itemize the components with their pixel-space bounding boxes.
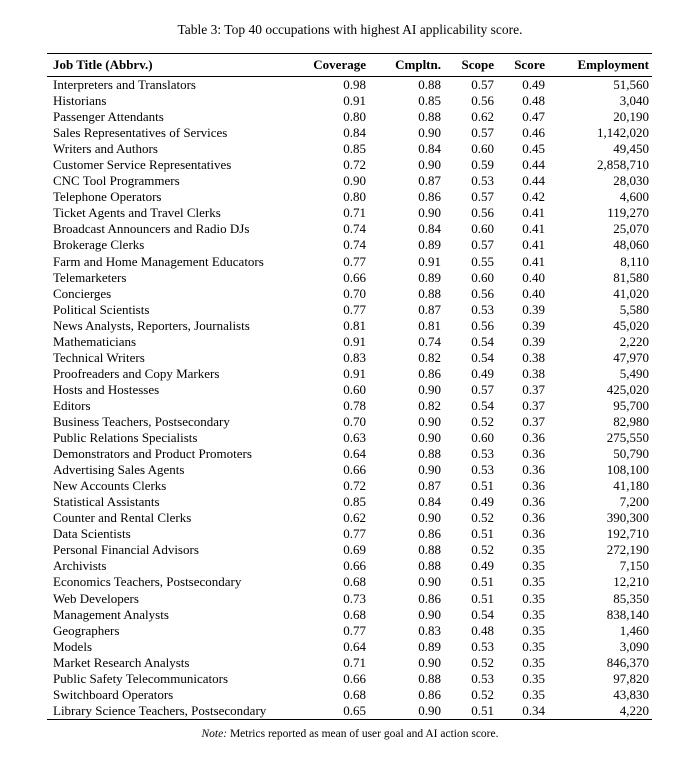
job-title-cell: Ticket Agents and Travel Clerks: [53, 205, 221, 221]
value-cell: 0.35: [522, 686, 545, 702]
value-cell: 108,100: [606, 462, 649, 478]
value-cell: 0.35: [522, 622, 545, 638]
value-cell: 0.39: [522, 333, 545, 349]
value-cell: 0.52: [471, 510, 494, 526]
job-title-cell: Personal Financial Advisors: [53, 542, 199, 558]
table-row: [47, 462, 652, 478]
table-row: [47, 607, 652, 623]
value-cell: 192,710: [606, 526, 649, 542]
value-cell: 0.88: [418, 670, 441, 686]
job-title-cell: Technical Writers: [53, 349, 145, 365]
job-title-cell: Economics Teachers, Postsecondary: [53, 574, 242, 590]
value-cell: 0.53: [471, 173, 494, 189]
value-cell: 838,140: [606, 606, 649, 622]
value-cell: 20,190: [613, 109, 649, 125]
value-cell: 0.91: [343, 93, 366, 109]
value-cell: 0.65: [343, 702, 366, 718]
value-cell: 0.85: [418, 93, 441, 109]
value-cell: 0.51: [471, 590, 494, 606]
value-cell: 97,820: [613, 670, 649, 686]
value-cell: 48,060: [613, 237, 649, 253]
value-cell: 0.66: [343, 558, 366, 574]
column-header-cmpltn: Cmpltn.: [395, 57, 441, 72]
value-cell: 0.90: [418, 654, 441, 670]
value-cell: 425,020: [606, 381, 649, 397]
table-row: [47, 558, 652, 574]
value-cell: 0.53: [471, 638, 494, 654]
job-title-cell: Historians: [53, 93, 107, 109]
table-row: [47, 671, 652, 687]
value-cell: 0.86: [418, 189, 441, 205]
job-title-cell: Public Safety Telecommunicators: [53, 670, 229, 686]
value-cell: 0.45: [522, 141, 545, 157]
column-header-coverage: Coverage: [313, 57, 366, 72]
job-title-cell: Library Science Teachers, Postsecondary: [53, 702, 267, 718]
job-title-cell: Writers and Authors: [53, 141, 158, 157]
value-cell: 0.84: [418, 141, 441, 157]
value-cell: 0.38: [522, 349, 545, 365]
table-row: [47, 366, 652, 382]
value-cell: 3,090: [619, 638, 649, 654]
value-cell: 0.70: [343, 285, 366, 301]
table-row: [47, 93, 652, 109]
table-row: [47, 205, 652, 221]
value-cell: 0.36: [522, 494, 545, 510]
job-title-cell: Counter and Rental Clerks: [53, 510, 192, 526]
value-cell: 0.88: [418, 77, 441, 92]
table-row: [47, 382, 652, 398]
job-title-cell: News Analysts, Reporters, Journalists: [53, 317, 250, 333]
table-row: [47, 639, 652, 655]
job-title-cell: Web Developers: [53, 590, 139, 606]
table-row: [47, 703, 652, 720]
value-cell: 0.88: [418, 109, 441, 125]
value-cell: 0.68: [343, 574, 366, 590]
value-cell: 0.71: [343, 654, 366, 670]
value-cell: 0.90: [418, 574, 441, 590]
value-cell: 0.88: [418, 446, 441, 462]
table-row: [47, 77, 652, 94]
table-row: [47, 302, 652, 318]
table-row: [47, 623, 652, 639]
value-cell: 0.60: [471, 141, 494, 157]
table-row: [47, 398, 652, 414]
value-cell: 28,030: [613, 173, 649, 189]
job-title-cell: Farm and Home Management Educators: [53, 253, 264, 269]
value-cell: 0.38: [522, 365, 545, 381]
table-row: [47, 270, 652, 286]
value-cell: 0.49: [471, 365, 494, 381]
column-header-job-title: Job Title (Abbrv.): [53, 57, 153, 72]
table-row: [47, 350, 652, 366]
job-title-cell: Management Analysts: [53, 606, 169, 622]
table-row: [47, 254, 652, 270]
table-caption: Table 3: Top 40 occupations with highest AI applicability score.: [177, 22, 523, 37]
table-row: [47, 655, 652, 671]
value-cell: 0.68: [343, 686, 366, 702]
column-header-score: Score: [514, 57, 545, 72]
job-title-cell: Telephone Operators: [53, 189, 162, 205]
value-cell: 0.88: [418, 542, 441, 558]
value-cell: 0.56: [471, 285, 494, 301]
value-cell: 0.35: [522, 542, 545, 558]
value-cell: 0.90: [418, 606, 441, 622]
table-body: [47, 77, 652, 720]
value-cell: 0.53: [471, 446, 494, 462]
value-cell: 2,220: [619, 333, 649, 349]
value-cell: 0.91: [343, 365, 366, 381]
job-title-cell: Interpreters and Translators: [53, 77, 196, 92]
value-cell: 41,020: [613, 285, 649, 301]
value-cell: 0.66: [343, 269, 366, 285]
value-cell: 0.57: [471, 189, 494, 205]
value-cell: 0.41: [522, 205, 545, 221]
job-title-cell: Proofreaders and Copy Markers: [53, 365, 220, 381]
value-cell: 0.54: [471, 397, 494, 413]
table-row: [47, 173, 652, 189]
value-cell: 0.86: [418, 686, 441, 702]
value-cell: 846,370: [606, 654, 649, 670]
value-cell: 0.71: [343, 205, 366, 221]
table-footnote: [0, 727, 700, 741]
table-row: [47, 109, 652, 125]
value-cell: 0.62: [471, 109, 494, 125]
value-cell: 0.35: [522, 638, 545, 654]
job-title-cell: Geographers: [53, 622, 120, 638]
value-cell: 0.90: [418, 157, 441, 173]
value-cell: 0.39: [522, 301, 545, 317]
value-cell: 0.84: [418, 494, 441, 510]
value-cell: 0.87: [418, 173, 441, 189]
value-cell: 0.90: [418, 462, 441, 478]
value-cell: 0.49: [471, 558, 494, 574]
value-cell: 2,858,710: [597, 157, 649, 173]
value-cell: 0.87: [418, 301, 441, 317]
table-row: [47, 141, 652, 157]
value-cell: 0.40: [522, 285, 545, 301]
column-header-employment: Employment: [577, 57, 649, 72]
value-cell: 0.72: [343, 478, 366, 494]
table-row: [47, 125, 652, 141]
job-title-cell: Advertising Sales Agents: [53, 462, 185, 478]
value-cell: 0.56: [471, 205, 494, 221]
value-cell: 0.60: [471, 430, 494, 446]
value-cell: 0.64: [343, 446, 366, 462]
value-cell: 0.44: [522, 157, 545, 173]
value-cell: 0.53: [471, 462, 494, 478]
value-cell: 0.90: [343, 173, 366, 189]
job-title-cell: Data Scientists: [53, 526, 131, 542]
value-cell: 0.85: [343, 494, 366, 510]
value-cell: 0.62: [343, 510, 366, 526]
value-cell: 0.52: [471, 686, 494, 702]
table-row: [47, 221, 652, 237]
value-cell: 7,200: [619, 494, 649, 510]
value-cell: 0.85: [343, 141, 366, 157]
value-cell: 49,450: [613, 141, 649, 157]
job-title-cell: CNC Tool Programmers: [53, 173, 180, 189]
job-title-cell: Brokerage Clerks: [53, 237, 145, 253]
value-cell: 0.82: [418, 397, 441, 413]
value-cell: 0.87: [418, 478, 441, 494]
value-cell: 0.52: [471, 413, 494, 429]
value-cell: 0.64: [343, 638, 366, 654]
value-cell: 41,180: [613, 478, 649, 494]
value-cell: 0.66: [343, 670, 366, 686]
job-title-cell: Public Relations Specialists: [53, 430, 198, 446]
value-cell: 0.55: [471, 253, 494, 269]
value-cell: 4,600: [619, 189, 649, 205]
value-cell: 0.88: [418, 285, 441, 301]
value-cell: 0.90: [418, 205, 441, 221]
value-cell: 0.74: [343, 237, 366, 253]
value-cell: 0.35: [522, 590, 545, 606]
job-title-cell: Business Teachers, Postsecondary: [53, 413, 230, 429]
value-cell: 0.70: [343, 413, 366, 429]
value-cell: 0.60: [471, 221, 494, 237]
value-cell: 0.90: [418, 430, 441, 446]
value-cell: 0.88: [418, 558, 441, 574]
job-title-cell: Demonstrators and Product Promoters: [53, 446, 252, 462]
value-cell: 390,300: [606, 510, 649, 526]
value-cell: 0.59: [471, 157, 494, 173]
job-title-cell: Models: [53, 638, 92, 654]
job-title-cell: Concierges: [53, 285, 112, 301]
value-cell: 0.91: [418, 253, 441, 269]
value-cell: 0.77: [343, 622, 366, 638]
value-cell: 7,150: [619, 558, 649, 574]
value-cell: 25,070: [613, 221, 649, 237]
value-cell: 0.47: [522, 109, 545, 125]
column-header-scope: Scope: [461, 57, 494, 72]
value-cell: 0.57: [471, 237, 494, 253]
job-title-cell: Telemarketers: [53, 269, 127, 285]
table-row: [47, 189, 652, 205]
value-cell: 85,350: [613, 590, 649, 606]
value-cell: 82,980: [613, 413, 649, 429]
value-cell: 51,560: [613, 77, 649, 92]
value-cell: 0.90: [418, 510, 441, 526]
value-cell: 0.89: [418, 237, 441, 253]
value-cell: 0.42: [522, 189, 545, 205]
table-row: [47, 687, 652, 703]
value-cell: 0.52: [471, 654, 494, 670]
value-cell: 47,970: [613, 349, 649, 365]
value-cell: 0.68: [343, 606, 366, 622]
value-cell: 0.51: [471, 702, 494, 718]
value-cell: 0.41: [522, 221, 545, 237]
value-cell: 0.83: [343, 349, 366, 365]
value-cell: 0.35: [522, 654, 545, 670]
value-cell: 0.72: [343, 157, 366, 173]
table-row: [47, 446, 652, 462]
value-cell: 0.36: [522, 510, 545, 526]
value-cell: 0.52: [471, 542, 494, 558]
value-cell: 0.36: [522, 430, 545, 446]
table-row: [47, 157, 652, 173]
footnote-label: Note:: [201, 727, 228, 740]
value-cell: 0.81: [343, 317, 366, 333]
value-cell: 0.57: [471, 77, 494, 92]
value-cell: 272,190: [606, 542, 649, 558]
value-cell: 0.54: [471, 349, 494, 365]
footnote-text: Metrics reported as mean of user goal and AI action score.: [227, 727, 499, 740]
value-cell: 275,550: [606, 430, 649, 446]
value-cell: 0.46: [522, 125, 545, 141]
table-header: [47, 54, 652, 77]
value-cell: 45,020: [613, 317, 649, 333]
value-cell: 0.90: [418, 381, 441, 397]
value-cell: 0.54: [471, 333, 494, 349]
value-cell: 0.44: [522, 173, 545, 189]
value-cell: 0.77: [343, 253, 366, 269]
value-cell: 0.37: [522, 413, 545, 429]
value-cell: 0.81: [418, 317, 441, 333]
value-cell: 0.35: [522, 574, 545, 590]
job-title-cell: Market Research Analysts: [53, 654, 190, 670]
value-cell: 0.86: [418, 365, 441, 381]
value-cell: 0.74: [343, 221, 366, 237]
value-cell: 0.60: [343, 381, 366, 397]
value-cell: 0.51: [471, 526, 494, 542]
job-title-cell: Editors: [53, 397, 91, 413]
value-cell: 1,142,020: [597, 125, 649, 141]
value-cell: 5,580: [619, 301, 649, 317]
value-cell: 0.39: [522, 317, 545, 333]
value-cell: 0.36: [522, 462, 545, 478]
table-row: [47, 591, 652, 607]
value-cell: 0.36: [522, 446, 545, 462]
value-cell: 0.91: [343, 333, 366, 349]
value-cell: 50,790: [613, 446, 649, 462]
job-title-cell: Passenger Attendants: [53, 109, 164, 125]
job-title-cell: Hosts and Hostesses: [53, 381, 160, 397]
value-cell: 0.90: [418, 413, 441, 429]
value-cell: 0.51: [471, 574, 494, 590]
value-cell: 0.89: [418, 269, 441, 285]
value-cell: 0.56: [471, 93, 494, 109]
value-cell: 12,210: [613, 574, 649, 590]
job-title-cell: New Accounts Clerks: [53, 478, 167, 494]
value-cell: 0.35: [522, 606, 545, 622]
value-cell: 0.86: [418, 526, 441, 542]
job-title-cell: Customer Service Representatives: [53, 157, 232, 173]
value-cell: 0.35: [522, 670, 545, 686]
table-row: [47, 430, 652, 446]
value-cell: 0.53: [471, 301, 494, 317]
value-cell: 8,110: [620, 253, 649, 269]
value-cell: 0.51: [471, 478, 494, 494]
value-cell: 0.80: [343, 189, 366, 205]
value-cell: 5,490: [619, 365, 649, 381]
job-title-cell: Sales Representatives of Services: [53, 125, 228, 141]
value-cell: 95,700: [613, 397, 649, 413]
value-cell: 0.36: [522, 478, 545, 494]
table-row: [47, 574, 652, 590]
job-title-cell: Archivists: [53, 558, 107, 574]
value-cell: 4,220: [619, 702, 649, 718]
job-title-cell: Mathematicians: [53, 333, 137, 349]
value-cell: 0.77: [343, 526, 366, 542]
value-cell: 0.73: [343, 590, 366, 606]
value-cell: 0.89: [418, 638, 441, 654]
value-cell: 0.80: [343, 109, 366, 125]
value-cell: 119,270: [607, 205, 649, 221]
occupations-table: [47, 53, 652, 720]
value-cell: 0.60: [471, 269, 494, 285]
value-cell: 0.48: [471, 622, 494, 638]
value-cell: 0.78: [343, 397, 366, 413]
value-cell: 0.90: [418, 702, 441, 718]
table-row: [47, 286, 652, 302]
table-row: [47, 542, 652, 558]
value-cell: 0.90: [418, 125, 441, 141]
table-row: [47, 334, 652, 350]
value-cell: 0.56: [471, 317, 494, 333]
table-row: [47, 414, 652, 430]
value-cell: 0.48: [522, 93, 545, 109]
value-cell: 0.57: [471, 125, 494, 141]
value-cell: 0.57: [471, 381, 494, 397]
value-cell: 0.69: [343, 542, 366, 558]
value-cell: 0.84: [418, 221, 441, 237]
value-cell: 0.77: [343, 301, 366, 317]
table-row: [47, 494, 652, 510]
value-cell: 0.84: [343, 125, 366, 141]
job-title-cell: Statistical Assistants: [53, 494, 160, 510]
value-cell: 0.37: [522, 381, 545, 397]
value-cell: 0.34: [522, 702, 545, 718]
value-cell: 0.49: [522, 77, 545, 92]
table-row: [47, 318, 652, 334]
value-cell: 0.40: [522, 269, 545, 285]
value-cell: 0.98: [343, 77, 366, 92]
value-cell: 0.41: [522, 253, 545, 269]
job-title-cell: Broadcast Announcers and Radio DJs: [53, 221, 250, 237]
value-cell: 0.36: [522, 526, 545, 542]
value-cell: 0.35: [522, 558, 545, 574]
value-cell: 0.37: [522, 397, 545, 413]
value-cell: 0.74: [418, 333, 441, 349]
value-cell: 0.86: [418, 590, 441, 606]
table-row: [47, 478, 652, 494]
value-cell: 0.53: [471, 670, 494, 686]
value-cell: 3,040: [619, 93, 649, 109]
table-row: [47, 237, 652, 253]
table-header-row: [47, 54, 652, 77]
job-title-cell: Political Scientists: [53, 301, 150, 317]
value-cell: 1,460: [619, 622, 649, 638]
job-title-cell: Switchboard Operators: [53, 686, 174, 702]
value-cell: 43,830: [613, 686, 649, 702]
value-cell: 0.82: [418, 349, 441, 365]
table-row: [47, 510, 652, 526]
value-cell: 0.83: [418, 622, 441, 638]
value-cell: 0.54: [471, 606, 494, 622]
value-cell: 81,580: [613, 269, 649, 285]
value-cell: 0.66: [343, 462, 366, 478]
value-cell: 0.41: [522, 237, 545, 253]
table-row: [47, 526, 652, 542]
value-cell: 0.63: [343, 430, 366, 446]
value-cell: 0.49: [471, 494, 494, 510]
